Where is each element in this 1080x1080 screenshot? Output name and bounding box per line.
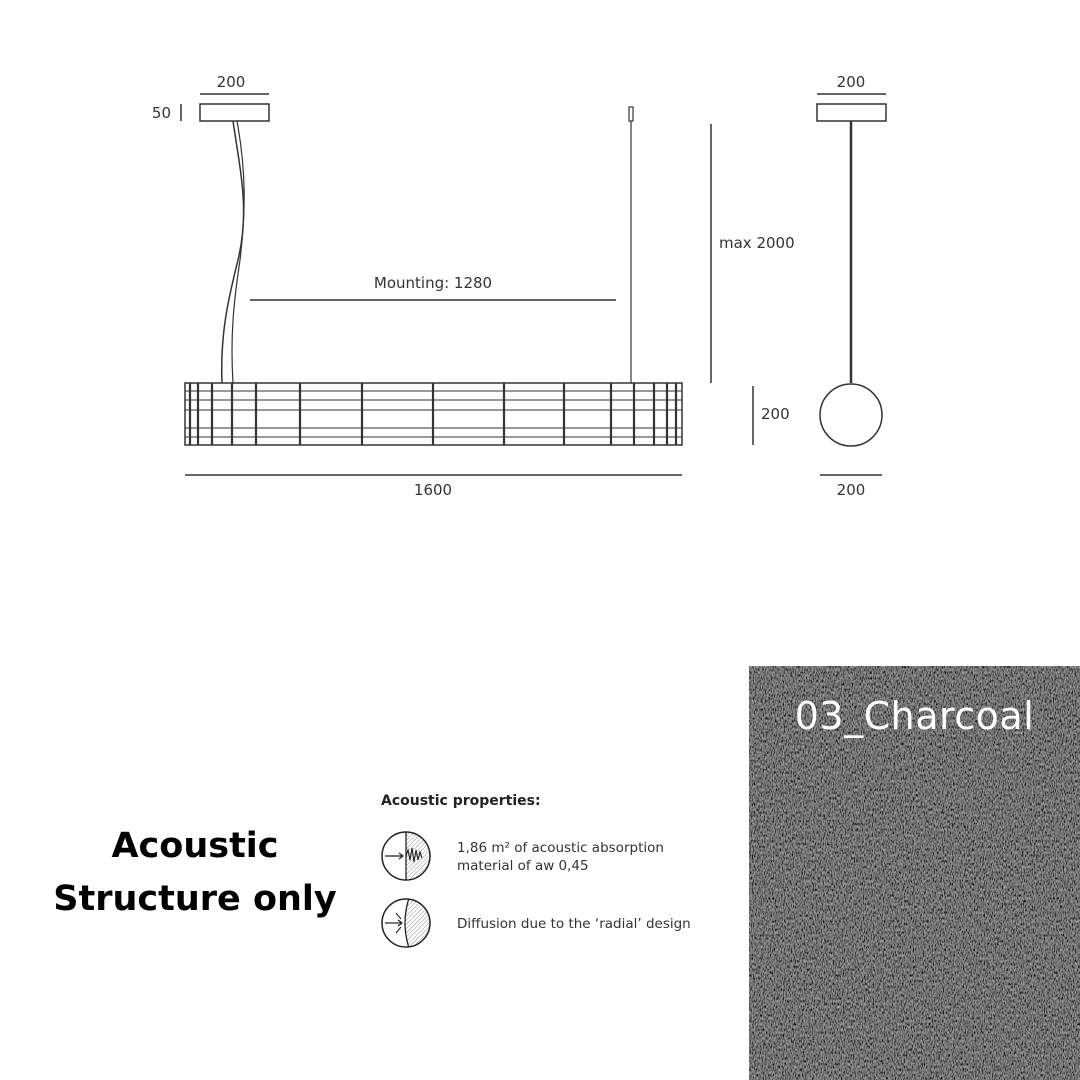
diffusion-text: Diffusion due to the ‘radial’ design [457, 916, 691, 932]
power-cable-secondary [232, 121, 244, 383]
side-view-body [820, 384, 882, 446]
swatch-label: 03_Charcoal [794, 694, 1035, 738]
body-diameter-label: 200 [836, 481, 866, 499]
body-length-label: 1600 [413, 481, 453, 499]
diffusion-icon [379, 896, 433, 950]
diffusion-property [457, 915, 691, 933]
ceiling-canopy-left [200, 104, 269, 121]
charcoal-swatch [749, 666, 1080, 1080]
luminaire-body [185, 383, 682, 445]
max-drop-label: max 2000 [719, 234, 795, 252]
ceiling-canopy-right [817, 104, 886, 121]
canopy-height-label: 50 [151, 104, 171, 122]
acoustic-title [20, 820, 370, 926]
absorption-icon [379, 829, 433, 883]
acoustic-title-line2: Structure only [53, 879, 337, 919]
acoustic-title-line1: Acoustic [111, 826, 279, 866]
acoustic-properties-heading: Acoustic properties: [381, 793, 541, 809]
mounting-label: Mounting: 1280 [373, 274, 493, 292]
absorption-property [457, 839, 664, 875]
canopy-width-label: 200 [216, 73, 246, 91]
right-canopy-width-label: 200 [836, 73, 866, 91]
wire-fixture [629, 107, 633, 121]
body-height-label: 200 [761, 405, 790, 423]
absorption-line1: 1,86 m² of acoustic absorption [457, 840, 664, 856]
absorption-line2: material of aw 0,45 [457, 858, 589, 874]
